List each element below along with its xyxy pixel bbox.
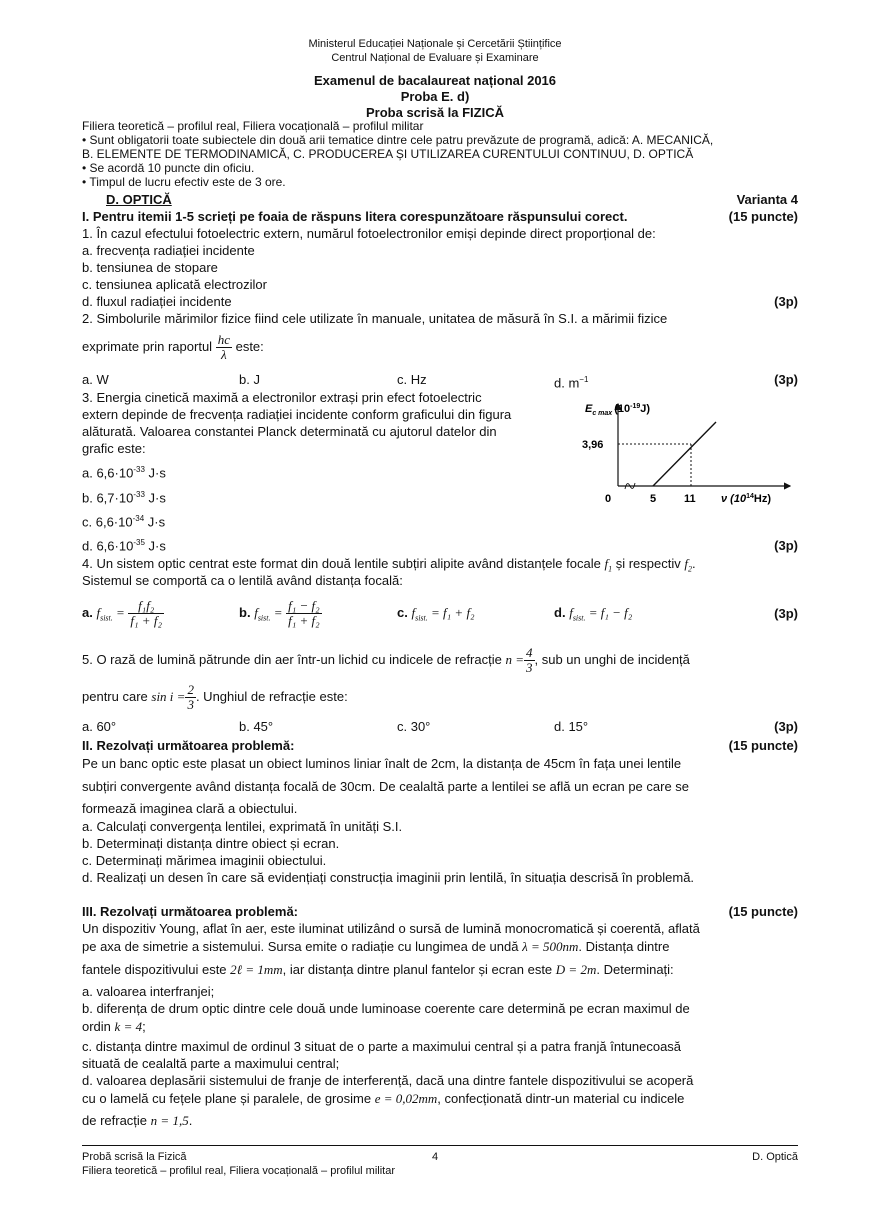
part3-para-2: pe axa de simetrie a sistemului. Sursa emite o radiație cu lungimea de undă λ = 500nm. Distanța dintre <box>82 939 670 954</box>
part2-para-2: subțiri convergente având distanța focală de 30cm. De cealaltă parte a lentilei se află un ecran pe care se <box>82 779 690 794</box>
intro-filiera: Filiera teoretică – profilul real, Filiera vocațională – profilul militar <box>82 119 424 133</box>
q5-text-1a: 5. O rază de lumină pătrunde din aer într-un lichid cu indicele de refracție <box>82 652 502 667</box>
q5-points: (3p) <box>774 719 798 734</box>
q2-text-2 <box>82 332 264 362</box>
q3-graph <box>575 392 800 522</box>
q2-frac-num: hc <box>217 332 230 348</box>
q3-line-1: 3. Energia cinetică maximă a electronilor extrași prin efect fotoelectric <box>82 390 482 405</box>
q4-option-a: a. $f_{sist.}$ = $\frac{\text{f₁f₂}}{\text{f₁ + f₂}}$ <box>82 598 162 629</box>
variant-label: Varianta 4 <box>736 192 798 207</box>
q3-line-4: grafic este: <box>82 441 146 456</box>
part2-item-c: c. Determinați mărimea imaginii obiectului. <box>82 853 327 868</box>
part2-para-1: Pe un banc optic este plasat un obiect luminos liniar înalt de 2cm, la distanța de 45cm în fața unei lentile <box>82 756 682 771</box>
part2-item-a: a. Calculați convergența lentilei, exprimată în unități S.I. <box>82 819 403 834</box>
q3-d-mant: d. 6,6·10 <box>82 538 134 554</box>
q3-a-exp: -33 <box>133 465 145 474</box>
q5-text-1 <box>82 645 690 675</box>
q1-points: (3p) <box>774 294 798 309</box>
intro-bullet-1a: • Sunt obligatorii toate subiectele din două arii tematice dintre cele patru prevăzute de programă, adică: A. MECANICĂ, <box>82 133 714 147</box>
q3-b-mant: b. 6,7·10 <box>82 490 134 506</box>
footer-left-1: Probă scrisă la Fizică <box>82 1151 187 1163</box>
part3-item-c-2: situată de cealaltă parte a maximului central; <box>82 1056 340 1071</box>
subject-title: Proba scrisă la FIZICĂ <box>366 105 504 120</box>
q4-points: (3p) <box>774 606 798 621</box>
part3-heading: III. Rezolvați următoarea problemă: <box>82 904 299 919</box>
q1-option-d: d. fluxul radiației incidente <box>82 294 232 309</box>
graph-x-tick-5: 5 <box>650 493 657 505</box>
center-line: Centrul Național de Evaluare și Examinare <box>331 52 539 64</box>
q2-option-a: a. W <box>82 372 109 387</box>
footer-right: D. Optică <box>752 1151 798 1163</box>
q3-a-unit: J·s <box>148 465 166 481</box>
q3-d-unit: J·s <box>148 538 166 554</box>
part2-points: (15 puncte) <box>728 738 798 753</box>
q2-option-d-text: d. m <box>554 375 580 391</box>
q2-text-2b: este: <box>235 339 264 354</box>
part2-para-3: formează imaginea clară a obiectului. <box>82 801 298 816</box>
q3-b-exp: -33 <box>133 490 145 499</box>
q1-option-c: c. tensiunea aplicată electrozilor <box>82 277 267 292</box>
q5-sin-lhs: sin i = <box>151 689 186 704</box>
q1-option-b: b. tensiunea de stopare <box>82 260 218 275</box>
q4-b-fraction: $\frac{\text{f₁ − f₂}}{\text{f₁ + f₂}}$ <box>288 598 320 629</box>
q3-c-mant: c. 6,6·10 <box>82 514 133 530</box>
q4-option-d: d. $f_{sist.} = f_1 - f_2$ <box>554 605 633 623</box>
q5-text-1b: , sub un unghi de incidență <box>534 652 690 667</box>
part1-heading: I. Pentru itemii 1-5 scrieți pe foaia de răspuns litera corespunzătoare răspunsului corect. <box>82 209 628 224</box>
part2-item-d: d. Realizați un desen în care să evidențiați construcția imaginii prin lentilă, în situația descrisă în problemă. <box>82 870 695 885</box>
q3-points: (3p) <box>774 538 798 553</box>
part2-item-b: b. Determinați distanța dintre obiect și ecran. <box>82 836 340 851</box>
intro-bullet-3: • Timpul de lucru efectiv este de 3 ore. <box>82 175 286 189</box>
q2-option-c: c. Hz <box>397 372 427 387</box>
q5-option-c: c. 30° <box>397 719 431 734</box>
q3-line-3: alăturată. Valoarea constantei Planck determinată cu ajutorul datelor din <box>82 424 497 439</box>
part3-para-1: Un dispozitiv Young, aflat în aer, este iluminat utilizând o sursă de lumină monocromatică și coerentă, aflată <box>82 921 700 936</box>
intro-bullet-1b: B. ELEMENTE DE TERMODINAMICĂ, C. PRODUCEREA ȘI UTILIZAREA CURENTULUI CONTINUU, D. OPTICĂ <box>82 147 694 161</box>
part3-item-c-1: c. distanța dintre maximul de ordinul 3 situat de o parte a maximului central și a patra franjă întunecoasă <box>82 1039 682 1054</box>
q3-d-exp: -35 <box>133 538 145 547</box>
q3-a-mant: a. 6,6·10 <box>82 465 134 481</box>
graph-origin: 0 <box>605 493 612 505</box>
q2-text-2a: exprimate prin raportul <box>82 339 213 354</box>
q4-option-b: b. $f_{sist.}$ = $\frac{\text{f₁ − f₂}}{\text{f₁ + f₂}}$ <box>239 598 320 629</box>
q5-option-d: d. 15° <box>554 719 589 734</box>
intro-bullet-2: • Se acordă 10 puncte din oficiu. <box>82 161 255 175</box>
q5-text-2 <box>82 682 348 712</box>
footer-page-number: 4 <box>431 1151 439 1163</box>
footer-left-2: Filiera teoretică – profilul real, Filiera vocațională – profilul militar <box>82 1165 396 1177</box>
part3-item-a: a. valoarea interfranjei; <box>82 984 215 999</box>
q3-option-b <box>82 487 166 505</box>
q4-and: și respectiv <box>615 556 681 571</box>
q2-option-b: b. J <box>239 372 260 387</box>
part3-item-d-3: de refracție n = 1,5. <box>82 1113 193 1128</box>
footer-divider <box>82 1145 798 1146</box>
graph-y-tick: 3,96 <box>582 439 604 451</box>
graph-x-tick-11: 11 <box>684 493 696 505</box>
q4-text-2: Sistemul se comportă ca o lentilă având distanța focală: <box>82 573 403 588</box>
q5-sin-fraction: $\frac{2}{3}$ <box>187 682 194 713</box>
graph-line <box>653 422 716 486</box>
q1-text: 1. În cazul efectului fotoelectric extern, numărul fotoelectronilor emiși depinde direct proporțional de: <box>82 226 656 241</box>
proba-title: Proba E. d) <box>400 89 470 104</box>
q3-option-a <box>82 462 166 480</box>
part3-item-b-2: ordin k = 4; <box>82 1019 146 1034</box>
ministry-line: Ministerul Educației Naționale și Cercetării Științifice <box>308 38 562 50</box>
q5-text-2a: pentru care <box>82 689 148 704</box>
q3-c-exp: -34 <box>132 514 145 523</box>
part3-para-3: fantele dispozitivului este 2ℓ = 1mm, iar distanța dintre planul fantelor și ecran este D = 2m. Determinați: <box>82 962 674 977</box>
q2-option-d-sup: −1 <box>579 375 589 384</box>
q4-a-fraction: $\frac{\text{f₁f₂}}{\text{f₁ + f₂}}$ <box>130 598 162 629</box>
q2-fraction <box>216 333 232 362</box>
part1-points: (15 puncte) <box>728 209 798 224</box>
q4-option-c: c. $f_{sist.} = f_1 + f_2$ <box>397 605 475 623</box>
q5-text-2b: . Unghiul de refracție este: <box>195 689 348 704</box>
q5-n-fraction: $\frac{4}{3}$ <box>526 645 533 676</box>
section-title: D. OPTICĂ <box>106 192 172 207</box>
part2-heading: II. Rezolvați următoarea problemă: <box>82 738 295 753</box>
q4-text-1: 4. Un sistem optic centrat este format din două lentile subțiri alipite având distanțele focale $f_1$ și respectiv $f_2$. <box>82 556 696 574</box>
q5-option-b: b. 45° <box>239 719 274 734</box>
q2-option-d <box>554 372 588 390</box>
q2-text-1: 2. Simbolurile mărimilor fizice fiind cele utilizate în manuale, unitatea de măsură în S.I. a mărimii fizice <box>82 311 668 326</box>
q2-points: (3p) <box>774 372 798 387</box>
graph-x-label: ν $(10^{14}Hz)$ <box>721 493 771 505</box>
q4-f2: $f_2$ <box>684 556 692 574</box>
exam-title: Examenul de bacalaureat național 2016 <box>313 73 557 88</box>
graph-y-label: $E_{c max}$ $(10^{-19}J)$ <box>585 403 651 417</box>
part3-item-b-1: b. diferența de drum optic dintre cele două unde luminoase coerente care determină pe ecran maximul de <box>82 1001 690 1016</box>
q2-frac-den: λ <box>221 347 227 363</box>
q5-n-lhs: n = <box>505 652 524 667</box>
q5-option-a: a. 60° <box>82 719 117 734</box>
q3-c-unit: J·s <box>147 514 166 530</box>
q3-option-c <box>82 511 165 529</box>
part3-item-d-1: d. valoarea deplasării sistemului de franje de interferență, dacă una dintre fantele dispozitivului se acoperă <box>82 1073 694 1088</box>
q1-option-a: a. frecvența radiației incidente <box>82 243 255 258</box>
part3-points: (15 puncte) <box>728 904 798 919</box>
q4-text-1a: 4. Un sistem optic centrat este format din două lentile subțiri alipite având distanțele focale <box>82 556 601 571</box>
part3-item-d-2: cu o lamelă cu fețele plane și paralele, de grosime e = 0,02mm, confecționată dintr-un material cu indicele <box>82 1091 685 1106</box>
q3-line-2: extern depinde de frecvența radiației incidente conform graficului din figura <box>82 407 512 422</box>
q3-option-d <box>82 535 166 553</box>
q3-b-unit: J·s <box>148 490 166 506</box>
q4-f1: $f_1$ <box>604 556 613 574</box>
